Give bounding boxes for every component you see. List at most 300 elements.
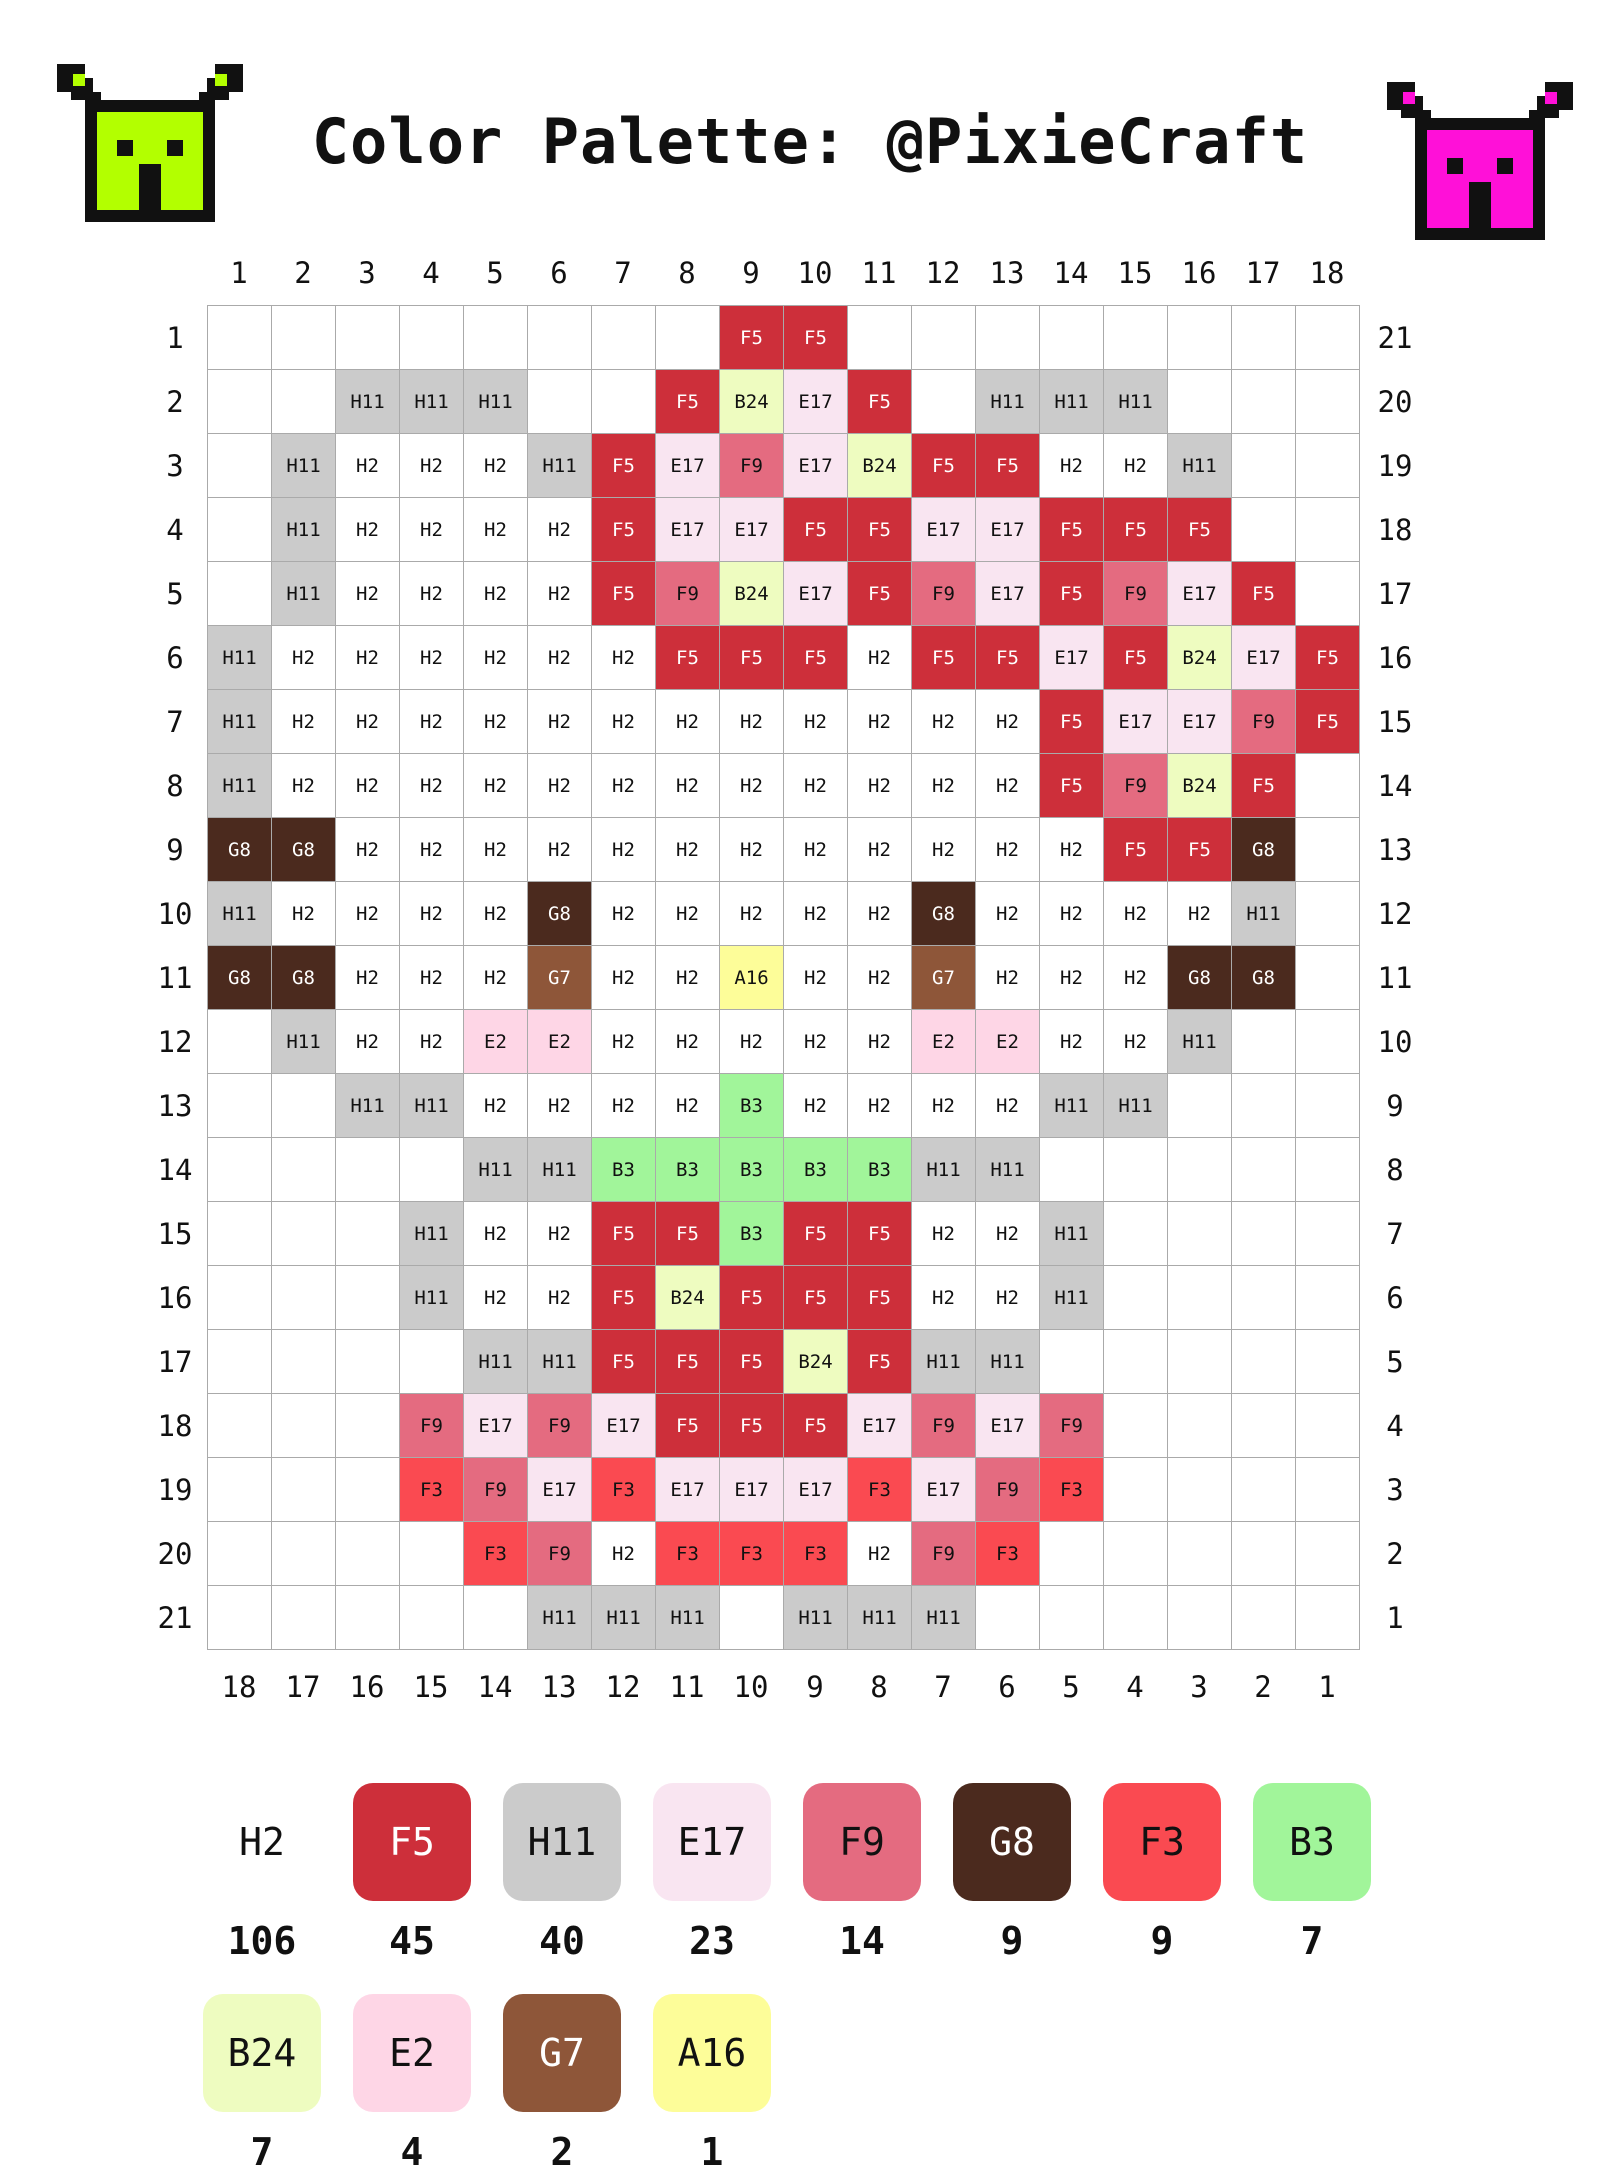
pattern-cell-empty [1040, 1330, 1104, 1394]
pattern-cell-empty [1296, 1010, 1360, 1074]
right-number: 16 [1377, 641, 1413, 675]
pattern-cell-b3: B3 [656, 1138, 720, 1202]
bottom-number: 11 [669, 1670, 705, 1704]
pattern-cell-e2: E2 [912, 1010, 976, 1074]
right-number: 9 [1386, 1089, 1404, 1123]
pattern-cell-h2: H2 [400, 562, 464, 626]
pattern-cell-empty [1104, 1522, 1168, 1586]
pattern-cell-h2: H2 [1104, 882, 1168, 946]
pattern-cell-f5: F5 [592, 498, 656, 562]
right-number: 15 [1377, 705, 1413, 739]
pattern-cell-empty [1104, 1586, 1168, 1650]
pattern-cell-h2: H2 [528, 690, 592, 754]
pattern-cell-h2: H2 [720, 1010, 784, 1074]
pattern-cell-h11: H11 [272, 498, 336, 562]
pattern-cell-h11: H11 [208, 754, 272, 818]
pattern-cell-h2: H2 [912, 1202, 976, 1266]
color-count: 1 [700, 2130, 724, 2174]
pattern-cell-h11: H11 [528, 1586, 592, 1650]
pattern-cell-h2: H2 [848, 754, 912, 818]
pattern-cell-h2: H2 [656, 690, 720, 754]
pattern-cell-e17: E17 [720, 498, 784, 562]
bottom-number: 3 [1190, 1670, 1208, 1704]
pattern-cell-empty [208, 1202, 272, 1266]
left-number: 20 [157, 1537, 193, 1571]
left-number: 5 [166, 577, 184, 611]
pattern-cell-empty [208, 1074, 272, 1138]
pattern-cell-h2: H2 [592, 882, 656, 946]
pattern-cell-empty [272, 1074, 336, 1138]
pattern-cell-f5: F5 [1104, 498, 1168, 562]
pattern-cell-h2: H2 [400, 1010, 464, 1074]
color-swatch: F9 [803, 1783, 921, 1901]
pattern-cell-g8: G8 [272, 946, 336, 1010]
pattern-cell-empty [208, 1330, 272, 1394]
pattern-cell-g8: G8 [272, 818, 336, 882]
pattern-cell-f3: F3 [848, 1458, 912, 1522]
legend-item-h2 [202, 1783, 322, 1963]
pattern-cell-empty [1296, 1394, 1360, 1458]
bottom-number: 15 [413, 1670, 449, 1704]
pattern-cell-empty [1296, 1266, 1360, 1330]
right-number: 1 [1386, 1601, 1404, 1635]
pattern-cell-h2: H2 [464, 1266, 528, 1330]
pattern-cell-f9: F9 [912, 562, 976, 626]
top-number: 2 [294, 256, 312, 290]
top-number: 18 [1309, 256, 1345, 290]
pattern-cell-empty [1296, 1330, 1360, 1394]
color-swatch: H11 [503, 1783, 621, 1901]
pattern-cell-empty [976, 1586, 1040, 1650]
pattern-cell-empty [656, 306, 720, 370]
left-number: 16 [157, 1281, 193, 1315]
pattern-cell-f5: F5 [784, 1394, 848, 1458]
pattern-cell-empty [336, 1138, 400, 1202]
pattern-cell-e17: E17 [976, 1394, 1040, 1458]
pattern-cell-h11: H11 [208, 626, 272, 690]
top-number: 16 [1181, 256, 1217, 290]
pattern-cell-e17: E17 [976, 562, 1040, 626]
pixel-pattern-grid [207, 305, 1360, 1650]
pattern-cell-h2: H2 [784, 1074, 848, 1138]
pattern-cell-empty [1232, 1202, 1296, 1266]
top-number: 9 [742, 256, 760, 290]
pattern-cell-e17: E17 [912, 1458, 976, 1522]
pattern-cell-empty [528, 306, 592, 370]
left-number: 10 [157, 897, 193, 931]
pattern-cell-h2: H2 [464, 946, 528, 1010]
pattern-cell-b24: B24 [1168, 626, 1232, 690]
pattern-cell-empty [272, 306, 336, 370]
color-count: 7 [1300, 1919, 1324, 1963]
pattern-cell-empty [1296, 370, 1360, 434]
pattern-cell-h2: H2 [336, 498, 400, 562]
pattern-cell-empty [592, 306, 656, 370]
pattern-cell-empty [1232, 1266, 1296, 1330]
pattern-cell-h11: H11 [1040, 370, 1104, 434]
pattern-cell-h2: H2 [336, 690, 400, 754]
pattern-cell-b3: B3 [848, 1138, 912, 1202]
pattern-cell-empty [1168, 1522, 1232, 1586]
pattern-cell-f9: F9 [720, 434, 784, 498]
pattern-cell-f3: F3 [1040, 1458, 1104, 1522]
left-number: 14 [157, 1153, 193, 1187]
pattern-cell-empty [272, 1202, 336, 1266]
page-title: Color Palette: @PixieCraft [311, 105, 1309, 178]
pattern-cell-f5: F5 [720, 1266, 784, 1330]
pattern-cell-empty [464, 1586, 528, 1650]
pattern-cell-empty [208, 1458, 272, 1522]
pattern-cell-h2: H2 [1040, 1010, 1104, 1074]
pattern-cell-empty [336, 1458, 400, 1522]
pattern-cell-empty [208, 562, 272, 626]
pattern-cell-b3: B3 [720, 1202, 784, 1266]
pattern-cell-f5: F5 [720, 626, 784, 690]
pattern-cell-empty [208, 498, 272, 562]
top-number: 14 [1053, 256, 1089, 290]
pattern-cell-e17: E17 [656, 498, 720, 562]
pattern-cell-h2: H2 [976, 1202, 1040, 1266]
pattern-cell-h11: H11 [656, 1586, 720, 1650]
pattern-cell-h2: H2 [656, 882, 720, 946]
pattern-cell-h2: H2 [400, 818, 464, 882]
pattern-cell-h2: H2 [912, 754, 976, 818]
pattern-cell-f3: F3 [656, 1522, 720, 1586]
pattern-cell-h11: H11 [976, 370, 1040, 434]
pattern-cell-empty [848, 306, 912, 370]
pattern-cell-h2: H2 [848, 818, 912, 882]
pattern-cell-empty [1040, 1138, 1104, 1202]
pattern-cell-h2: H2 [656, 754, 720, 818]
pattern-cell-empty [592, 370, 656, 434]
pattern-cell-e17: E17 [464, 1394, 528, 1458]
pattern-cell-empty [1232, 306, 1296, 370]
pattern-cell-e17: E17 [912, 498, 976, 562]
pattern-cell-h2: H2 [976, 882, 1040, 946]
pattern-cell-b24: B24 [1168, 754, 1232, 818]
pattern-cell-h2: H2 [848, 690, 912, 754]
pattern-cell-h11: H11 [1168, 434, 1232, 498]
top-number: 13 [989, 256, 1025, 290]
left-number: 17 [157, 1345, 193, 1379]
pattern-cell-empty [1296, 306, 1360, 370]
pattern-cell-e17: E17 [528, 1458, 592, 1522]
pattern-cell-f5: F5 [656, 1202, 720, 1266]
pattern-cell-empty [1232, 1458, 1296, 1522]
pattern-cell-e17: E17 [784, 562, 848, 626]
pattern-cell-f5: F5 [1296, 690, 1360, 754]
pattern-cell-h11: H11 [400, 370, 464, 434]
pattern-cell-h2: H2 [464, 626, 528, 690]
legend-item-f9 [802, 1783, 922, 1963]
pattern-cell-empty [976, 306, 1040, 370]
pattern-cell-f5: F5 [1232, 562, 1296, 626]
pattern-cell-h2: H2 [592, 754, 656, 818]
pattern-cell-h2: H2 [1104, 946, 1168, 1010]
pattern-cell-f5: F5 [1040, 498, 1104, 562]
pattern-cell-h2: H2 [1040, 882, 1104, 946]
pattern-cell-h2: H2 [784, 818, 848, 882]
pattern-cell-empty [272, 1394, 336, 1458]
pattern-cell-h2: H2 [336, 626, 400, 690]
left-number: 2 [166, 385, 184, 419]
pattern-cell-empty [208, 1394, 272, 1458]
pattern-cell-f3: F3 [976, 1522, 1040, 1586]
pattern-cell-h2: H2 [1104, 434, 1168, 498]
pattern-cell-empty [272, 1266, 336, 1330]
pattern-cell-empty [528, 370, 592, 434]
pattern-cell-h2: H2 [848, 1010, 912, 1074]
color-swatch: E2 [353, 1994, 471, 2112]
right-number: 2 [1386, 1537, 1404, 1571]
pattern-cell-f5: F5 [784, 626, 848, 690]
pattern-cell-h2: H2 [976, 1266, 1040, 1330]
pattern-cell-f5: F5 [720, 306, 784, 370]
pattern-cell-f5: F5 [912, 626, 976, 690]
color-count: 14 [839, 1919, 885, 1963]
pattern-cell-empty [336, 1202, 400, 1266]
pattern-cell-h11: H11 [592, 1586, 656, 1650]
right-number: 10 [1377, 1025, 1413, 1059]
pattern-cell-e17: E17 [656, 434, 720, 498]
pattern-cell-h2: H2 [656, 818, 720, 882]
pattern-cell-h2: H2 [592, 1074, 656, 1138]
pattern-cell-empty [1296, 1586, 1360, 1650]
bottom-number: 9 [806, 1670, 824, 1704]
pattern-cell-h2: H2 [656, 1010, 720, 1074]
color-count: 9 [1150, 1919, 1174, 1963]
pattern-cell-f5: F5 [848, 1202, 912, 1266]
legend-item-b24 [202, 1994, 322, 2174]
pattern-cell-empty [912, 370, 976, 434]
pattern-cell-empty [1040, 1522, 1104, 1586]
pattern-cell-g8: G8 [528, 882, 592, 946]
pattern-cell-empty [1168, 1074, 1232, 1138]
pattern-cell-empty [1040, 1586, 1104, 1650]
pattern-cell-f5: F5 [976, 626, 1040, 690]
pattern-cell-h2: H2 [976, 818, 1040, 882]
pattern-cell-empty [1104, 1202, 1168, 1266]
pattern-cell-h2: H2 [656, 1074, 720, 1138]
pattern-cell-h2: H2 [528, 626, 592, 690]
color-swatch: H2 [203, 1783, 321, 1901]
pattern-cell-empty [336, 1330, 400, 1394]
pattern-cell-b24: B24 [656, 1266, 720, 1330]
pattern-cell-h2: H2 [272, 754, 336, 818]
pattern-cell-h11: H11 [464, 370, 528, 434]
left-number: 11 [157, 961, 193, 995]
pattern-cell-f9: F9 [912, 1522, 976, 1586]
pattern-cell-f5: F5 [848, 370, 912, 434]
pattern-cell-f5: F5 [656, 370, 720, 434]
pattern-cell-h2: H2 [400, 626, 464, 690]
pattern-cell-empty [1232, 434, 1296, 498]
right-number: 11 [1377, 961, 1413, 995]
pattern-cell-h2: H2 [336, 754, 400, 818]
pattern-cell-empty [1168, 1266, 1232, 1330]
pattern-cell-h11: H11 [400, 1266, 464, 1330]
pattern-cell-b3: B3 [592, 1138, 656, 1202]
pattern-cell-empty [1296, 946, 1360, 1010]
legend-item-f5 [352, 1783, 472, 1963]
pattern-cell-f5: F5 [1040, 690, 1104, 754]
legend-item-e2 [352, 1994, 472, 2174]
bottom-number: 8 [870, 1670, 888, 1704]
color-swatch: G7 [503, 1994, 621, 2112]
pattern-cell-e17: E17 [1040, 626, 1104, 690]
top-number: 4 [422, 256, 440, 290]
pattern-cell-h2: H2 [528, 754, 592, 818]
pattern-cell-h11: H11 [1104, 370, 1168, 434]
pattern-cell-f5: F5 [1040, 754, 1104, 818]
left-number: 9 [166, 833, 184, 867]
pattern-cell-h2: H2 [848, 1522, 912, 1586]
right-number: 4 [1386, 1409, 1404, 1443]
right-number: 5 [1386, 1345, 1404, 1379]
pattern-cell-h11: H11 [208, 690, 272, 754]
pattern-cell-f5: F5 [656, 1330, 720, 1394]
pattern-cell-g7: G7 [912, 946, 976, 1010]
pattern-cell-empty [1296, 434, 1360, 498]
pattern-cell-h2: H2 [1040, 818, 1104, 882]
pattern-cell-h11: H11 [976, 1138, 1040, 1202]
pattern-cell-h2: H2 [272, 882, 336, 946]
bottom-number: 18 [221, 1670, 257, 1704]
pattern-cell-empty [1232, 1074, 1296, 1138]
pattern-cell-empty [1104, 306, 1168, 370]
pattern-cell-empty [1232, 370, 1296, 434]
pattern-cell-empty [208, 1522, 272, 1586]
pattern-cell-e17: E17 [592, 1394, 656, 1458]
pattern-cell-h2: H2 [528, 562, 592, 626]
pattern-cell-h11: H11 [784, 1586, 848, 1650]
top-number: 5 [486, 256, 504, 290]
pattern-cell-f5: F5 [592, 1330, 656, 1394]
bottom-number: 14 [477, 1670, 513, 1704]
bottom-number: 2 [1254, 1670, 1272, 1704]
pattern-cell-empty [272, 1586, 336, 1650]
right-number: 14 [1377, 769, 1413, 803]
color-swatch: B3 [1253, 1783, 1371, 1901]
pattern-cell-empty [208, 1138, 272, 1202]
pattern-cell-e17: E17 [784, 370, 848, 434]
pattern-cell-empty [1168, 306, 1232, 370]
pattern-cell-h11: H11 [336, 370, 400, 434]
pattern-cell-g8: G8 [912, 882, 976, 946]
pattern-cell-empty [1168, 1330, 1232, 1394]
top-number: 10 [797, 256, 833, 290]
legend-item-f3 [1102, 1783, 1222, 1963]
pattern-cell-h2: H2 [848, 946, 912, 1010]
pattern-cell-empty [1296, 1138, 1360, 1202]
pattern-cell-f3: F3 [464, 1522, 528, 1586]
pattern-cell-h2: H2 [912, 818, 976, 882]
left-number: 1 [166, 321, 184, 355]
pattern-cell-g8: G8 [208, 946, 272, 1010]
pattern-cell-e17: E17 [784, 1458, 848, 1522]
pattern-cell-f5: F5 [912, 434, 976, 498]
pattern-cell-empty [912, 306, 976, 370]
pattern-cell-h2: H2 [592, 1522, 656, 1586]
pattern-cell-h11: H11 [1040, 1266, 1104, 1330]
pattern-cell-h11: H11 [336, 1074, 400, 1138]
pattern-cell-f5: F5 [784, 1266, 848, 1330]
top-number: 17 [1245, 256, 1281, 290]
left-number: 13 [157, 1089, 193, 1123]
pattern-cell-empty [1104, 1458, 1168, 1522]
pattern-cell-h11: H11 [400, 1202, 464, 1266]
pattern-cell-h2: H2 [720, 754, 784, 818]
left-number: 19 [157, 1473, 193, 1507]
pattern-cell-empty [1232, 498, 1296, 562]
bottom-number: 6 [998, 1670, 1016, 1704]
pattern-cell-empty [1296, 562, 1360, 626]
pattern-cell-b24: B24 [720, 562, 784, 626]
pattern-cell-h2: H2 [784, 1010, 848, 1074]
left-number: 4 [166, 513, 184, 547]
pattern-cell-empty [1168, 1202, 1232, 1266]
pattern-cell-h2: H2 [272, 690, 336, 754]
pattern-cell-empty [208, 1586, 272, 1650]
pattern-cell-empty [336, 1266, 400, 1330]
pattern-cell-h2: H2 [464, 434, 528, 498]
color-swatch: B24 [203, 1994, 321, 2112]
pattern-cell-f9: F9 [1040, 1394, 1104, 1458]
pattern-cell-h11: H11 [1104, 1074, 1168, 1138]
pattern-cell-f5: F5 [656, 1394, 720, 1458]
pattern-cell-h11: H11 [1168, 1010, 1232, 1074]
right-number: 17 [1377, 577, 1413, 611]
pattern-cell-h11: H11 [912, 1586, 976, 1650]
pattern-cell-f9: F9 [528, 1394, 592, 1458]
pattern-cell-empty [1296, 1522, 1360, 1586]
pattern-cell-h2: H2 [336, 882, 400, 946]
pattern-cell-h2: H2 [464, 882, 528, 946]
pattern-cell-h2: H2 [592, 946, 656, 1010]
pattern-cell-empty [208, 1010, 272, 1074]
pattern-cell-empty [272, 1522, 336, 1586]
right-number: 20 [1377, 385, 1413, 419]
pattern-cell-e2: E2 [976, 1010, 1040, 1074]
top-number: 11 [861, 256, 897, 290]
top-number: 8 [678, 256, 696, 290]
pattern-cell-b3: B3 [784, 1138, 848, 1202]
pattern-cell-e17: E17 [1232, 626, 1296, 690]
pattern-cell-h11: H11 [1040, 1202, 1104, 1266]
pattern-cell-h2: H2 [720, 818, 784, 882]
pattern-cell-h11: H11 [208, 882, 272, 946]
left-number: 7 [166, 705, 184, 739]
pattern-cell-empty [336, 1586, 400, 1650]
pattern-cell-h2: H2 [336, 1010, 400, 1074]
pattern-cell-empty [208, 434, 272, 498]
color-count: 23 [689, 1919, 735, 1963]
pattern-cell-f5: F5 [848, 498, 912, 562]
pattern-cell-f5: F5 [1232, 754, 1296, 818]
bottom-number: 17 [285, 1670, 321, 1704]
pattern-cell-b24: B24 [848, 434, 912, 498]
pattern-cell-empty [1296, 1202, 1360, 1266]
pattern-cell-h2: H2 [528, 818, 592, 882]
color-count: 106 [227, 1919, 297, 1963]
pattern-cell-g8: G8 [208, 818, 272, 882]
pattern-cell-h2: H2 [848, 882, 912, 946]
pattern-cell-empty [1168, 1138, 1232, 1202]
color-count: 40 [539, 1919, 585, 1963]
legend-item-g7 [502, 1994, 622, 2174]
pattern-cell-h2: H2 [976, 1074, 1040, 1138]
color-swatch: F5 [353, 1783, 471, 1901]
